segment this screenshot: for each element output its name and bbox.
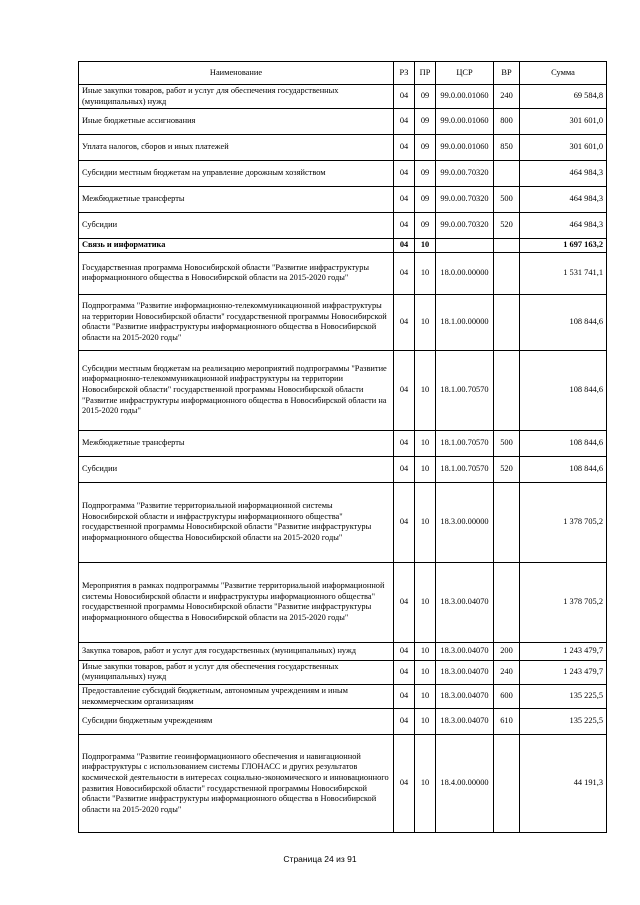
cell-sum: 69 584,8 — [520, 85, 607, 109]
cell-sum: 301 601,0 — [520, 135, 607, 161]
cell-csr: 99.0.00.01060 — [436, 135, 494, 161]
table-row — [79, 642, 607, 660]
cell-pr: 10 — [415, 294, 436, 350]
cell-sum: 108 844,6 — [520, 350, 607, 430]
cell-rz: 04 — [394, 239, 415, 253]
cell-pr: 10 — [415, 709, 436, 735]
page-number: Страница 24 из 91 — [283, 854, 357, 864]
cell-sum: 44 191,3 — [520, 735, 607, 833]
cell-name: Межбюджетные трансферты — [79, 430, 394, 456]
cell-vr: 500 — [494, 430, 520, 456]
cell-pr: 10 — [415, 430, 436, 456]
cell-sum: 135 225,5 — [520, 684, 607, 708]
cell-csr: 18.1.00.00000 — [436, 294, 494, 350]
cell-rz: 04 — [394, 482, 415, 562]
table-row — [79, 161, 607, 187]
cell-vr — [494, 294, 520, 350]
table-row — [79, 350, 607, 430]
cell-name: Иные закупки товаров, работ и услуг для обеспечения государственных (муниципальных) нужд — [79, 660, 394, 684]
cell-name: Подпрограмма "Развитие геоинформационного обеспечения и навигационной инфраструктуры с использованием системы ГЛОНАСС и других результатов космической деятельности в интересах социально-экономического и инновационного развития Новосибирской области" государственной программы Новосибирской области "Развитие инфраструктуры информационного общества в Новосибирской области на 2015-2020 годы" — [79, 735, 394, 833]
cell-csr: 18.3.00.04070 — [436, 709, 494, 735]
cell-pr: 10 — [415, 482, 436, 562]
cell-pr: 09 — [415, 187, 436, 213]
cell-pr: 10 — [415, 350, 436, 430]
table-row — [79, 135, 607, 161]
cell-rz: 04 — [394, 684, 415, 708]
header-pr: ПР — [415, 62, 436, 85]
cell-vr: 520 — [494, 456, 520, 482]
table-row — [79, 294, 607, 350]
cell-rz: 04 — [394, 735, 415, 833]
cell-name: Мероприятия в рамках подпрограммы "Развитие территориальной информационной системы Новосибирской области и инфраструктуры информационного общества" государственной программы Новосибирской области "Развитие инфраструктуры информационного общества в Новосибирской области на 2015-2020 годы" — [79, 562, 394, 642]
cell-rz: 04 — [394, 350, 415, 430]
cell-sum: 1 378 705,2 — [520, 482, 607, 562]
cell-name: Субсидии — [79, 213, 394, 239]
header-vr: ВР — [494, 62, 520, 85]
cell-name: Субсидии — [79, 456, 394, 482]
cell-csr: 99.0.00.70320 — [436, 187, 494, 213]
cell-pr: 10 — [415, 252, 436, 294]
cell-csr: 18.1.00.70570 — [436, 350, 494, 430]
cell-csr: 18.1.00.70570 — [436, 456, 494, 482]
table-row — [79, 213, 607, 239]
cell-vr: 800 — [494, 109, 520, 135]
cell-rz: 04 — [394, 660, 415, 684]
cell-vr — [494, 735, 520, 833]
cell-sum: 1 243 479,7 — [520, 660, 607, 684]
cell-rz: 04 — [394, 456, 415, 482]
table-row — [79, 562, 607, 642]
cell-name: Уплата налогов, сборов и иных платежей — [79, 135, 394, 161]
cell-vr — [494, 562, 520, 642]
cell-pr: 09 — [415, 161, 436, 187]
cell-pr: 10 — [415, 239, 436, 253]
cell-vr: 240 — [494, 85, 520, 109]
table-row — [79, 85, 607, 109]
cell-sum: 108 844,6 — [520, 294, 607, 350]
cell-vr: 200 — [494, 642, 520, 660]
cell-rz: 04 — [394, 85, 415, 109]
budget-table — [78, 61, 607, 833]
cell-sum: 464 984,3 — [520, 187, 607, 213]
cell-name: Субсидии местным бюджетам на управление дорожным хозяйством — [79, 161, 394, 187]
cell-sum: 1 378 705,2 — [520, 562, 607, 642]
cell-pr: 10 — [415, 684, 436, 708]
cell-csr: 99.0.00.70320 — [436, 213, 494, 239]
cell-pr: 10 — [415, 456, 436, 482]
cell-rz: 04 — [394, 562, 415, 642]
cell-sum: 301 601,0 — [520, 109, 607, 135]
cell-csr: 18.4.00.00000 — [436, 735, 494, 833]
cell-rz: 04 — [394, 430, 415, 456]
cell-vr: 520 — [494, 213, 520, 239]
cell-rz: 04 — [394, 213, 415, 239]
table-row — [79, 709, 607, 735]
cell-pr: 09 — [415, 135, 436, 161]
table-row — [79, 109, 607, 135]
cell-pr: 09 — [415, 109, 436, 135]
cell-rz: 04 — [394, 109, 415, 135]
cell-vr: 500 — [494, 187, 520, 213]
cell-sum: 464 984,3 — [520, 161, 607, 187]
cell-pr: 10 — [415, 735, 436, 833]
cell-csr — [436, 239, 494, 253]
cell-vr — [494, 161, 520, 187]
cell-vr: 610 — [494, 709, 520, 735]
cell-rz: 04 — [394, 252, 415, 294]
cell-name: Субсидии местным бюджетам на реализацию мероприятий подпрограммы "Развитие информационно-телекоммуникационной инфраструктуры на территории Новосибирской области" государственной программы Новосибирской области "Развитие инфраструктуры информационного общества в Новосибирской области на 2015-2020 годы" — [79, 350, 394, 430]
table-row — [79, 252, 607, 294]
cell-csr: 18.0.00.00000 — [436, 252, 494, 294]
cell-rz: 04 — [394, 187, 415, 213]
cell-name: Связь и информатика — [79, 239, 394, 253]
cell-pr: 10 — [415, 562, 436, 642]
table-row — [79, 660, 607, 684]
cell-name: Субсидии бюджетным учреждениям — [79, 709, 394, 735]
cell-name: Иные бюджетные ассигнования — [79, 109, 394, 135]
cell-rz: 04 — [394, 161, 415, 187]
cell-vr: 600 — [494, 684, 520, 708]
cell-csr: 18.3.00.04070 — [436, 684, 494, 708]
cell-sum: 1 531 741,1 — [520, 252, 607, 294]
cell-csr: 18.3.00.00000 — [436, 482, 494, 562]
header-csr: ЦСР — [436, 62, 494, 85]
cell-sum: 1 697 163,2 — [520, 239, 607, 253]
cell-pr: 10 — [415, 642, 436, 660]
cell-pr: 10 — [415, 660, 436, 684]
cell-sum: 135 225,5 — [520, 709, 607, 735]
cell-sum: 108 844,6 — [520, 456, 607, 482]
cell-name: Подпрограмма "Развитие информационно-телекоммуникационной инфраструктуры на территории Новосибирской области" государственной программы Новосибирской области "Развитие инфраструктуры информационного общества в Новосибирской области на 2015-2020 годы" — [79, 294, 394, 350]
table-header — [79, 62, 607, 85]
cell-name: Подпрограмма "Развитие территориальной информационной системы Новосибирской области и инфраструктуры информационного общества" государственной программы Новосибирской области "Развитие инфраструктуры информационного общества Новосибирской области на 2015-2020 годы" — [79, 482, 394, 562]
header-rz: РЗ — [394, 62, 415, 85]
cell-sum: 464 984,3 — [520, 213, 607, 239]
table-row — [79, 239, 607, 253]
cell-csr: 18.3.00.04070 — [436, 642, 494, 660]
cell-name: Предоставление субсидий бюджетным, автономным учреждениям и иным некоммерческим организациям — [79, 684, 394, 708]
cell-name: Межбюджетные трансферты — [79, 187, 394, 213]
cell-vr — [494, 350, 520, 430]
cell-rz: 04 — [394, 135, 415, 161]
cell-csr: 18.3.00.04070 — [436, 660, 494, 684]
cell-vr — [494, 239, 520, 253]
cell-vr: 240 — [494, 660, 520, 684]
cell-rz: 04 — [394, 642, 415, 660]
table-row — [79, 735, 607, 833]
cell-pr: 09 — [415, 213, 436, 239]
cell-csr: 99.0.00.01060 — [436, 109, 494, 135]
cell-vr — [494, 482, 520, 562]
table-row — [79, 456, 607, 482]
table-row — [79, 684, 607, 708]
table-row — [79, 187, 607, 213]
cell-vr — [494, 252, 520, 294]
table-row — [79, 482, 607, 562]
cell-csr: 18.1.00.70570 — [436, 430, 494, 456]
cell-pr: 09 — [415, 85, 436, 109]
cell-name: Государственная программа Новосибирской области "Развитие инфраструктуры информационного общества в Новосибирской области на 2015-2020 годы" — [79, 252, 394, 294]
table-body — [79, 85, 607, 833]
cell-name: Закупка товаров, работ и услуг для государственных (муниципальных) нужд — [79, 642, 394, 660]
cell-sum: 108 844,6 — [520, 430, 607, 456]
cell-csr: 18.3.00.04070 — [436, 562, 494, 642]
cell-sum: 1 243 479,7 — [520, 642, 607, 660]
cell-name: Иные закупки товаров, работ и услуг для обеспечения государственных (муниципальных) нужд — [79, 85, 394, 109]
table-row — [79, 430, 607, 456]
cell-rz: 04 — [394, 294, 415, 350]
header-sum: Сумма — [520, 62, 607, 85]
cell-csr: 99.0.00.70320 — [436, 161, 494, 187]
cell-vr: 850 — [494, 135, 520, 161]
cell-csr: 99.0.00.01060 — [436, 85, 494, 109]
header-name: Наименование — [79, 62, 394, 85]
cell-rz: 04 — [394, 709, 415, 735]
